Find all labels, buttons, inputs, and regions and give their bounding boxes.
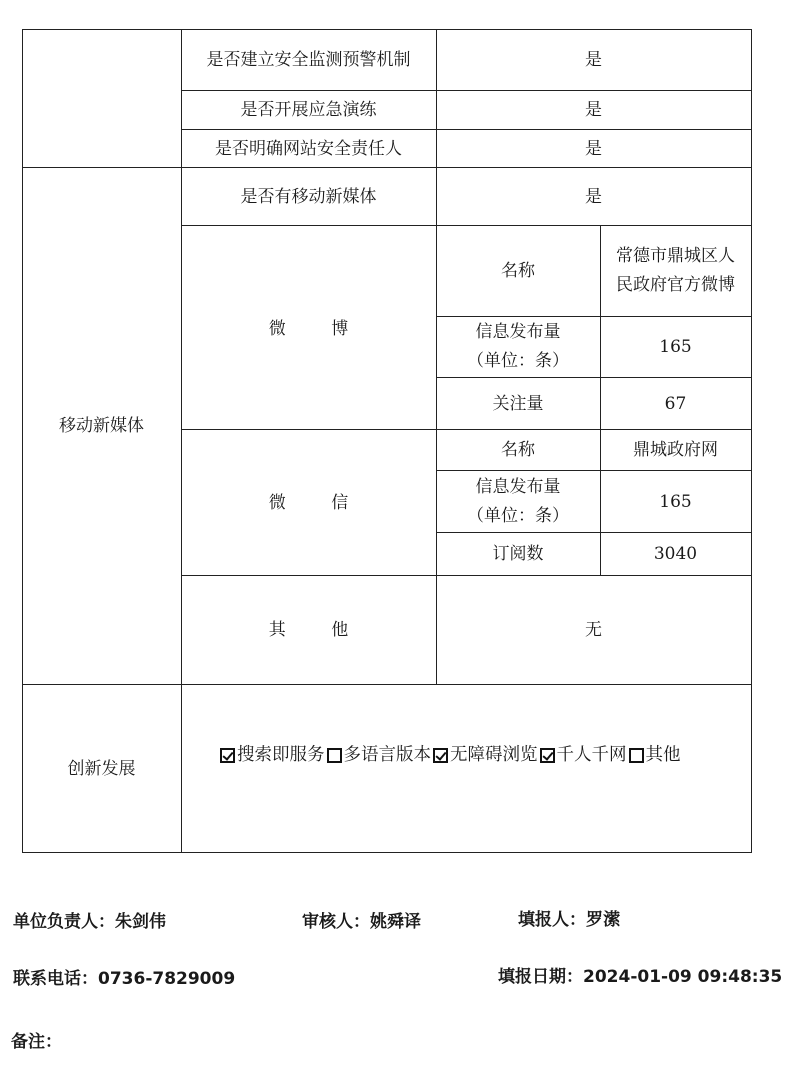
weixin-label: 微 信 xyxy=(268,492,369,513)
monitoring-label: 是否建立安全监测预警机制 xyxy=(206,50,411,70)
table-border-bottom xyxy=(22,852,751,853)
weixin-name-label: 名称 xyxy=(501,440,535,460)
weibo-label: 微 博 xyxy=(268,319,369,339)
weibo-count-value: 165 xyxy=(659,337,692,357)
weibo-follow-value: 67 xyxy=(664,393,687,414)
option-label: 其他 xyxy=(645,745,681,765)
media-section-label: 移动新媒体 xyxy=(59,416,144,436)
drill-label: 是否开展应急演练 xyxy=(240,100,377,120)
other-label: 其 他 xyxy=(268,620,369,640)
weixin-sub-label: 订阅数 xyxy=(492,544,544,564)
innovation-label: 创新发展 xyxy=(67,758,136,779)
drill-value: 是 xyxy=(585,100,602,120)
weixin-sub-value: 3040 xyxy=(653,544,698,564)
reviewer: 审核人：姚舜译 xyxy=(302,912,421,932)
other-checkbox[interactable] xyxy=(629,748,644,763)
responsible-value: 是 xyxy=(585,138,602,159)
remark: 备注： xyxy=(11,1032,62,1052)
filler: 填报人：罗潆 xyxy=(518,910,620,930)
weibo-name-label: 名称 xyxy=(501,261,535,281)
contact-phone: 联系电话：0736-7829009 xyxy=(13,969,236,989)
option-label: 多语言版本 xyxy=(343,745,431,765)
weixin-count-label: 信息发布量（单位：条） xyxy=(467,476,569,526)
option-label: 千人千网 xyxy=(556,745,627,765)
monitoring-value: 是 xyxy=(585,50,602,70)
fill-date: 填报日期：2024-01-09 09:48:35 xyxy=(498,967,783,987)
weibo-follow-label: 关注量 xyxy=(492,393,544,414)
weixin-count-value: 165 xyxy=(659,491,692,512)
option-label: 无障碍浏览 xyxy=(450,745,538,765)
responsible-label: 是否明确网站安全责任人 xyxy=(215,138,402,159)
weixin-name-value: 鼎城政府网 xyxy=(633,440,718,460)
table-border-right xyxy=(751,29,752,853)
option-label: 搜索即服务 xyxy=(237,745,325,765)
personalized-checkbox[interactable] xyxy=(540,748,555,763)
accessibility-checkbox[interactable] xyxy=(433,748,448,763)
has-media-value: 是 xyxy=(585,186,602,207)
has-media-label: 是否有移动新媒体 xyxy=(240,186,377,207)
innovation-options xyxy=(218,741,681,769)
weibo-name-value: 常德市鼎城区人民政府官方微博 xyxy=(616,246,735,295)
search-service-checkbox[interactable] xyxy=(220,748,235,763)
weibo-count-label: 信息发布量（单位：条） xyxy=(467,322,569,371)
multilingual-checkbox[interactable] xyxy=(327,748,342,763)
other-value: 无 xyxy=(585,620,602,640)
unit-head: 单位负责人：朱剑伟 xyxy=(13,912,166,932)
